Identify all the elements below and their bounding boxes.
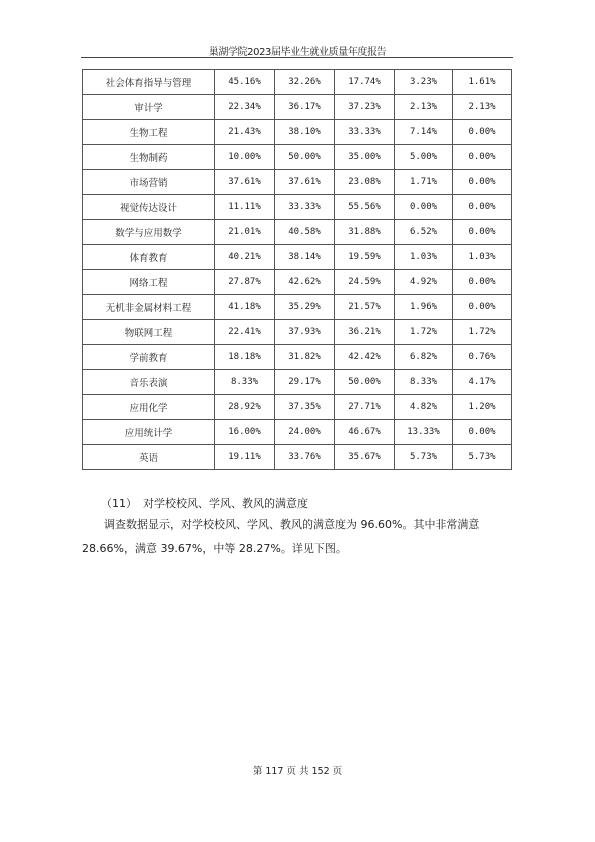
percentage-cell: 33.33%: [275, 195, 335, 220]
percentage-cell: 17.74%: [335, 70, 395, 95]
percentage-cell: 8.33%: [395, 370, 453, 395]
table-row: [83, 445, 512, 470]
major-name-cell: 生物工程: [83, 120, 215, 145]
percentage-cell: 55.56%: [335, 195, 395, 220]
major-name-cell: 视觉传达设计: [83, 195, 215, 220]
percentage-cell: 1.03%: [395, 245, 453, 270]
percentage-cell: 21.01%: [215, 220, 275, 245]
section-heading-text: 对学校校风、学风、教风的满意度: [143, 497, 308, 510]
table-row: [83, 245, 512, 270]
percentage-cell: 5.73%: [453, 445, 512, 470]
percentage-cell: 24.59%: [335, 270, 395, 295]
percentage-cell: 32.26%: [275, 70, 335, 95]
major-name-cell: 音乐表演: [83, 370, 215, 395]
table-row: [83, 70, 512, 95]
major-name-cell: 数学与应用数学: [83, 220, 215, 245]
percentage-cell: 4.92%: [395, 270, 453, 295]
percentage-cell: 22.41%: [215, 320, 275, 345]
percentage-cell: 8.33%: [215, 370, 275, 395]
table-row: [83, 145, 512, 170]
percentage-cell: 10.00%: [215, 145, 275, 170]
percentage-cell: 28.92%: [215, 395, 275, 420]
percentage-cell: 33.33%: [335, 120, 395, 145]
percentage-cell: 1.72%: [453, 320, 512, 345]
percentage-cell: 37.23%: [335, 95, 395, 120]
percentage-cell: 41.18%: [215, 295, 275, 320]
table-row: [83, 420, 512, 445]
percentage-cell: 37.35%: [275, 395, 335, 420]
percentage-cell: 37.61%: [215, 170, 275, 195]
major-name-cell: 物联网工程: [83, 320, 215, 345]
major-name-cell: 应用化学: [83, 395, 215, 420]
major-name-cell: 应用统计学: [83, 420, 215, 445]
percentage-cell: 42.42%: [335, 345, 395, 370]
percentage-cell: 0.00%: [453, 195, 512, 220]
header-divider: [81, 57, 513, 58]
percentage-cell: 0.00%: [453, 270, 512, 295]
section-number: （11）: [101, 497, 137, 510]
major-name-cell: 生物制药: [83, 145, 215, 170]
satisfaction-table: [82, 69, 512, 470]
percentage-cell: 36.21%: [335, 320, 395, 345]
percentage-cell: 46.67%: [335, 420, 395, 445]
percentage-cell: 16.00%: [215, 420, 275, 445]
percentage-cell: 3.23%: [395, 70, 453, 95]
percentage-cell: 13.33%: [395, 420, 453, 445]
percentage-cell: 35.67%: [335, 445, 395, 470]
percentage-cell: 29.17%: [275, 370, 335, 395]
percentage-cell: 50.00%: [335, 370, 395, 395]
percentage-cell: 1.61%: [453, 70, 512, 95]
major-name-cell: 无机非金属材料工程: [83, 295, 215, 320]
percentage-cell: 36.17%: [275, 95, 335, 120]
percentage-cell: 0.00%: [395, 195, 453, 220]
major-name-cell: 网络工程: [83, 270, 215, 295]
table-row: [83, 295, 512, 320]
percentage-cell: 40.21%: [215, 245, 275, 270]
table-row: [83, 195, 512, 220]
table-row: [83, 120, 512, 145]
table-body: [83, 70, 512, 470]
percentage-cell: 2.13%: [453, 95, 512, 120]
percentage-cell: 21.43%: [215, 120, 275, 145]
paragraph-line-2: 28.66%，满意 39.67%，中等 28.27%。详见下图。: [82, 542, 347, 555]
percentage-cell: 0.00%: [453, 220, 512, 245]
percentage-cell: 1.72%: [395, 320, 453, 345]
percentage-cell: 45.16%: [215, 70, 275, 95]
percentage-cell: 37.93%: [275, 320, 335, 345]
percentage-cell: 31.88%: [335, 220, 395, 245]
table-row: [83, 95, 512, 120]
percentage-cell: 2.13%: [395, 95, 453, 120]
percentage-cell: 24.00%: [275, 420, 335, 445]
percentage-cell: 1.20%: [453, 395, 512, 420]
percentage-cell: 35.29%: [275, 295, 335, 320]
major-name-cell: 审计学: [83, 95, 215, 120]
table-row: [83, 370, 512, 395]
major-name-cell: 学前教育: [83, 345, 215, 370]
major-name-cell: 市场营销: [83, 170, 215, 195]
table-row: [83, 345, 512, 370]
page-footer: 第 117 页 共 152 页: [252, 766, 343, 777]
percentage-cell: 27.87%: [215, 270, 275, 295]
percentage-cell: 0.00%: [453, 420, 512, 445]
percentage-cell: 1.03%: [453, 245, 512, 270]
major-name-cell: 体育教育: [83, 245, 215, 270]
percentage-cell: 42.62%: [275, 270, 335, 295]
percentage-cell: 4.82%: [395, 395, 453, 420]
table-row: [83, 320, 512, 345]
report-header-title: 巢湖学院2023届毕业生就业质量年度报告: [208, 47, 387, 58]
percentage-cell: 31.82%: [275, 345, 335, 370]
table-row: [83, 270, 512, 295]
major-name-cell: 社会体育指导与管理: [83, 70, 215, 95]
percentage-cell: 11.11%: [215, 195, 275, 220]
percentage-cell: 40.58%: [275, 220, 335, 245]
section-heading: [101, 495, 308, 511]
percentage-cell: 23.08%: [335, 170, 395, 195]
percentage-cell: 5.73%: [395, 445, 453, 470]
percentage-cell: 38.14%: [275, 245, 335, 270]
percentage-cell: 18.18%: [215, 345, 275, 370]
percentage-cell: 21.57%: [335, 295, 395, 320]
table-row: [83, 220, 512, 245]
percentage-cell: 1.71%: [395, 170, 453, 195]
percentage-cell: 0.76%: [453, 345, 512, 370]
percentage-cell: 50.00%: [275, 145, 335, 170]
percentage-cell: 33.76%: [275, 445, 335, 470]
percentage-cell: 37.61%: [275, 170, 335, 195]
percentage-cell: 5.00%: [395, 145, 453, 170]
percentage-cell: 6.82%: [395, 345, 453, 370]
percentage-cell: 35.00%: [335, 145, 395, 170]
percentage-cell: 0.00%: [453, 145, 512, 170]
percentage-cell: 6.52%: [395, 220, 453, 245]
percentage-cell: 19.59%: [335, 245, 395, 270]
percentage-cell: 7.14%: [395, 120, 453, 145]
percentage-cell: 19.11%: [215, 445, 275, 470]
percentage-cell: 0.00%: [453, 170, 512, 195]
major-name-cell: 英语: [83, 445, 215, 470]
percentage-cell: 0.00%: [453, 120, 512, 145]
table-row: [83, 170, 512, 195]
percentage-cell: 22.34%: [215, 95, 275, 120]
percentage-cell: 4.17%: [453, 370, 512, 395]
table-row: [83, 395, 512, 420]
percentage-cell: 27.71%: [335, 395, 395, 420]
percentage-cell: 0.00%: [453, 295, 512, 320]
paragraph-line-1: 调查数据显示，对学校校风、学风、教风的满意度为 96.60%。其中非常满意: [104, 518, 480, 531]
percentage-cell: 38.10%: [275, 120, 335, 145]
percentage-cell: 1.96%: [395, 295, 453, 320]
